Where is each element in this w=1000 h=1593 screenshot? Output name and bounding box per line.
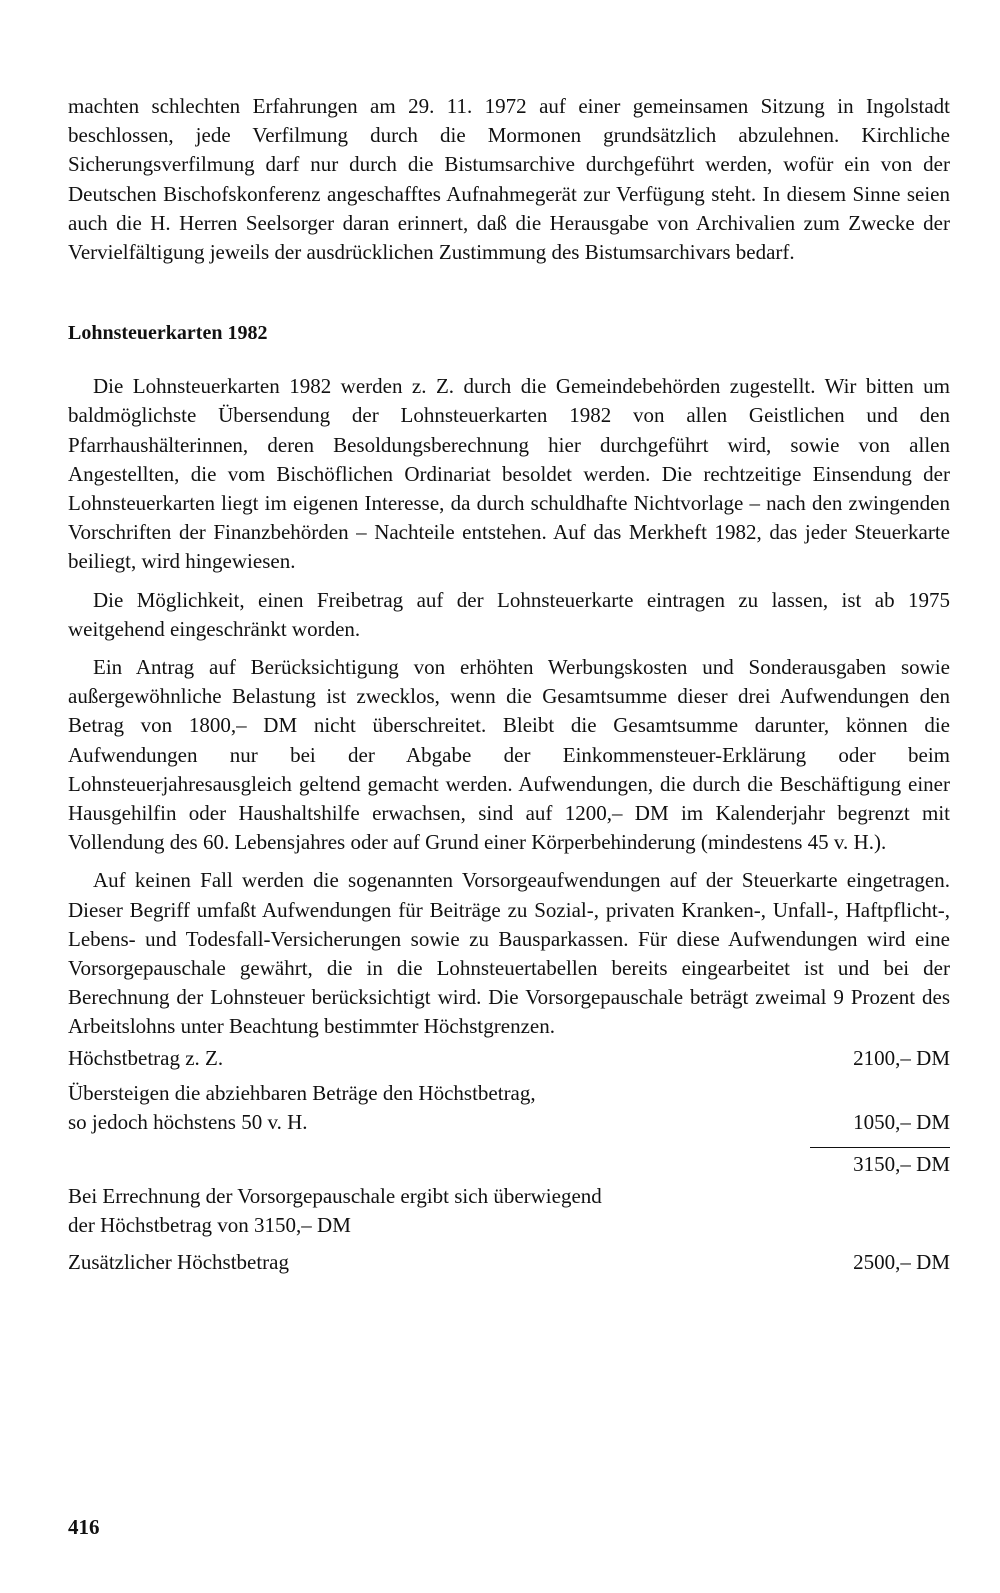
amount-row-hoechstbetrag	[68, 1044, 950, 1073]
paragraph-lohnsteuerkarten: Die Lohnsteuerkarten 1982 werden z. Z. durch die Gemeindebehörden zugestellt. Wir bitten um baldmöglichste Übersendung der Lohnsteuerkarten 1982 von allen Geistlichen und den Pfarrhaushälterinnen, deren Besoldungsberechnung hier durchgeführt wird, sowie von allen Angestellten, die vom Bischöflichen Ordinariat besoldet werden. Die rechtzeitige Einsendung der Lohnsteuerkarten liegt im eigenen Interesse, da durch schuldhafte Nichtvorlage – nach den zwingenden Vorschriften der Finanzbehörden – Nachteile entstehen. Auf das Merkheft 1982, das jeder Steuerkarte beiliegt, wird hingewiesen.	[68, 374, 950, 574]
amount-value: 1050,– DM	[853, 1110, 950, 1135]
amount-value: 2100,– DM	[853, 1045, 950, 1070]
paragraph-werbungskosten: Ein Antrag auf Berücksichtigung von erhöhten Werbungskosten und Sonderausgaben sowie außergewöhnliche Belastung ist zwecklos, wenn die Gesamtsumme dieser drei Aufwendungen den Betrag von 1800,– DM nicht überschreitet. Bleibt die Gesamtsumme darunter, können die Aufwendungen nur bei der Abgabe der Einkommensteuer-Erklärung oder beim Lohnsteuerjahresausgleich geltend gemacht werden. Aufwendungen, die durch die Beschäftigung einer Hausgehilfin oder Haushaltshilfe erwachsen, sind auf 1200,– DM im Kalenderjahr begrenzt mit Vollendung des 60. Lebensjahres oder auf Grund einer Körperbehinderung (mindestens 45 v. H.).	[68, 655, 950, 855]
paragraph-freibetrag: Die Möglichkeit, einen Freibetrag auf der Lohnsteuerkarte eintragen zu lassen, ist ab 1975 weitgehend eingeschränkt worden.	[68, 587, 950, 641]
amount-row-sum	[68, 1150, 950, 1179]
intro-paragraph: machten schlechten Erfahrungen am 29. 11. 1972 auf einer gemeinsamen Sitzung in Ingolstadt beschlossen, jede Verfilmung durch die Mormonen grundsätzlich abzulehnen. Kirchliche Sicherungsverfilmung darf nur durch die Bistumsarchive durchgeführt werden, wofür ein von der Deutschen Bischofskonferenz angeschafftes Aufnahmegerät zur Verfügung steht. In diesem Sinne seien auch die H. Herren Seelsorger daran erinnert, daß die Herausgabe von Archivalien zum Zwecke der Vervielfältigung jeweils der ausdrücklichen Zustimmung des Bistumsarchivars bedarf.	[68, 94, 950, 265]
paragraph-vorsorgeaufwendungen: Auf keinen Fall werden die sogenannten Vorsorgeaufwendungen auf der Steuerkarte eingetragen. Dieser Begriff umfaßt Aufwendungen für Beiträge zu Sozial-, privaten Kranken-, Unfall-, Haftpflicht-, Lebens- und Todesfall-Versicherungen sowie zu Bausparkassen. Für diese Aufwendungen wird eine Vorsorgepauschale gewährt, die in die Lohnsteuertabellen bereits eingearbeitet ist und bei der Berechnung der Lohnsteuer berücksichtigt wird. Die Vorsorgepauschale beträgt zweimal 9 Prozent des Arbeitslohns unter Beachtung bestimmter Höchstgrenzen.	[68, 868, 950, 1039]
page-number: 416	[68, 1515, 100, 1539]
note-line-1: Bei Errechnung der Vorsorgepauschale ergibt sich überwiegend	[68, 1183, 602, 1208]
amounts-table	[68, 1044, 950, 1277]
document-page	[68, 92, 950, 1277]
amount-label: Höchstbetrag z. Z.	[68, 1045, 224, 1070]
section-heading: Lohnsteuerkarten 1982	[68, 322, 268, 345]
amount-row-uebersteigen	[68, 1079, 950, 1137]
amount-label-line-2: so jedoch höchstens 50 v. H.	[68, 1110, 308, 1135]
amount-label: Zusätzlicher Höchstbetrag	[68, 1249, 289, 1274]
note-vorsorgepauschale	[68, 1182, 950, 1240]
amount-row-zusaetzlich	[68, 1248, 950, 1277]
amount-value: 2500,– DM	[853, 1249, 950, 1274]
sum-rule	[810, 1147, 950, 1148]
amount-label-line-1: Übersteigen die abziehbaren Beträge den Höchstbetrag,	[68, 1080, 536, 1105]
note-line-2: der Höchstbetrag von 3150,– DM	[68, 1212, 351, 1237]
sum-value: 3150,– DM	[853, 1152, 950, 1177]
